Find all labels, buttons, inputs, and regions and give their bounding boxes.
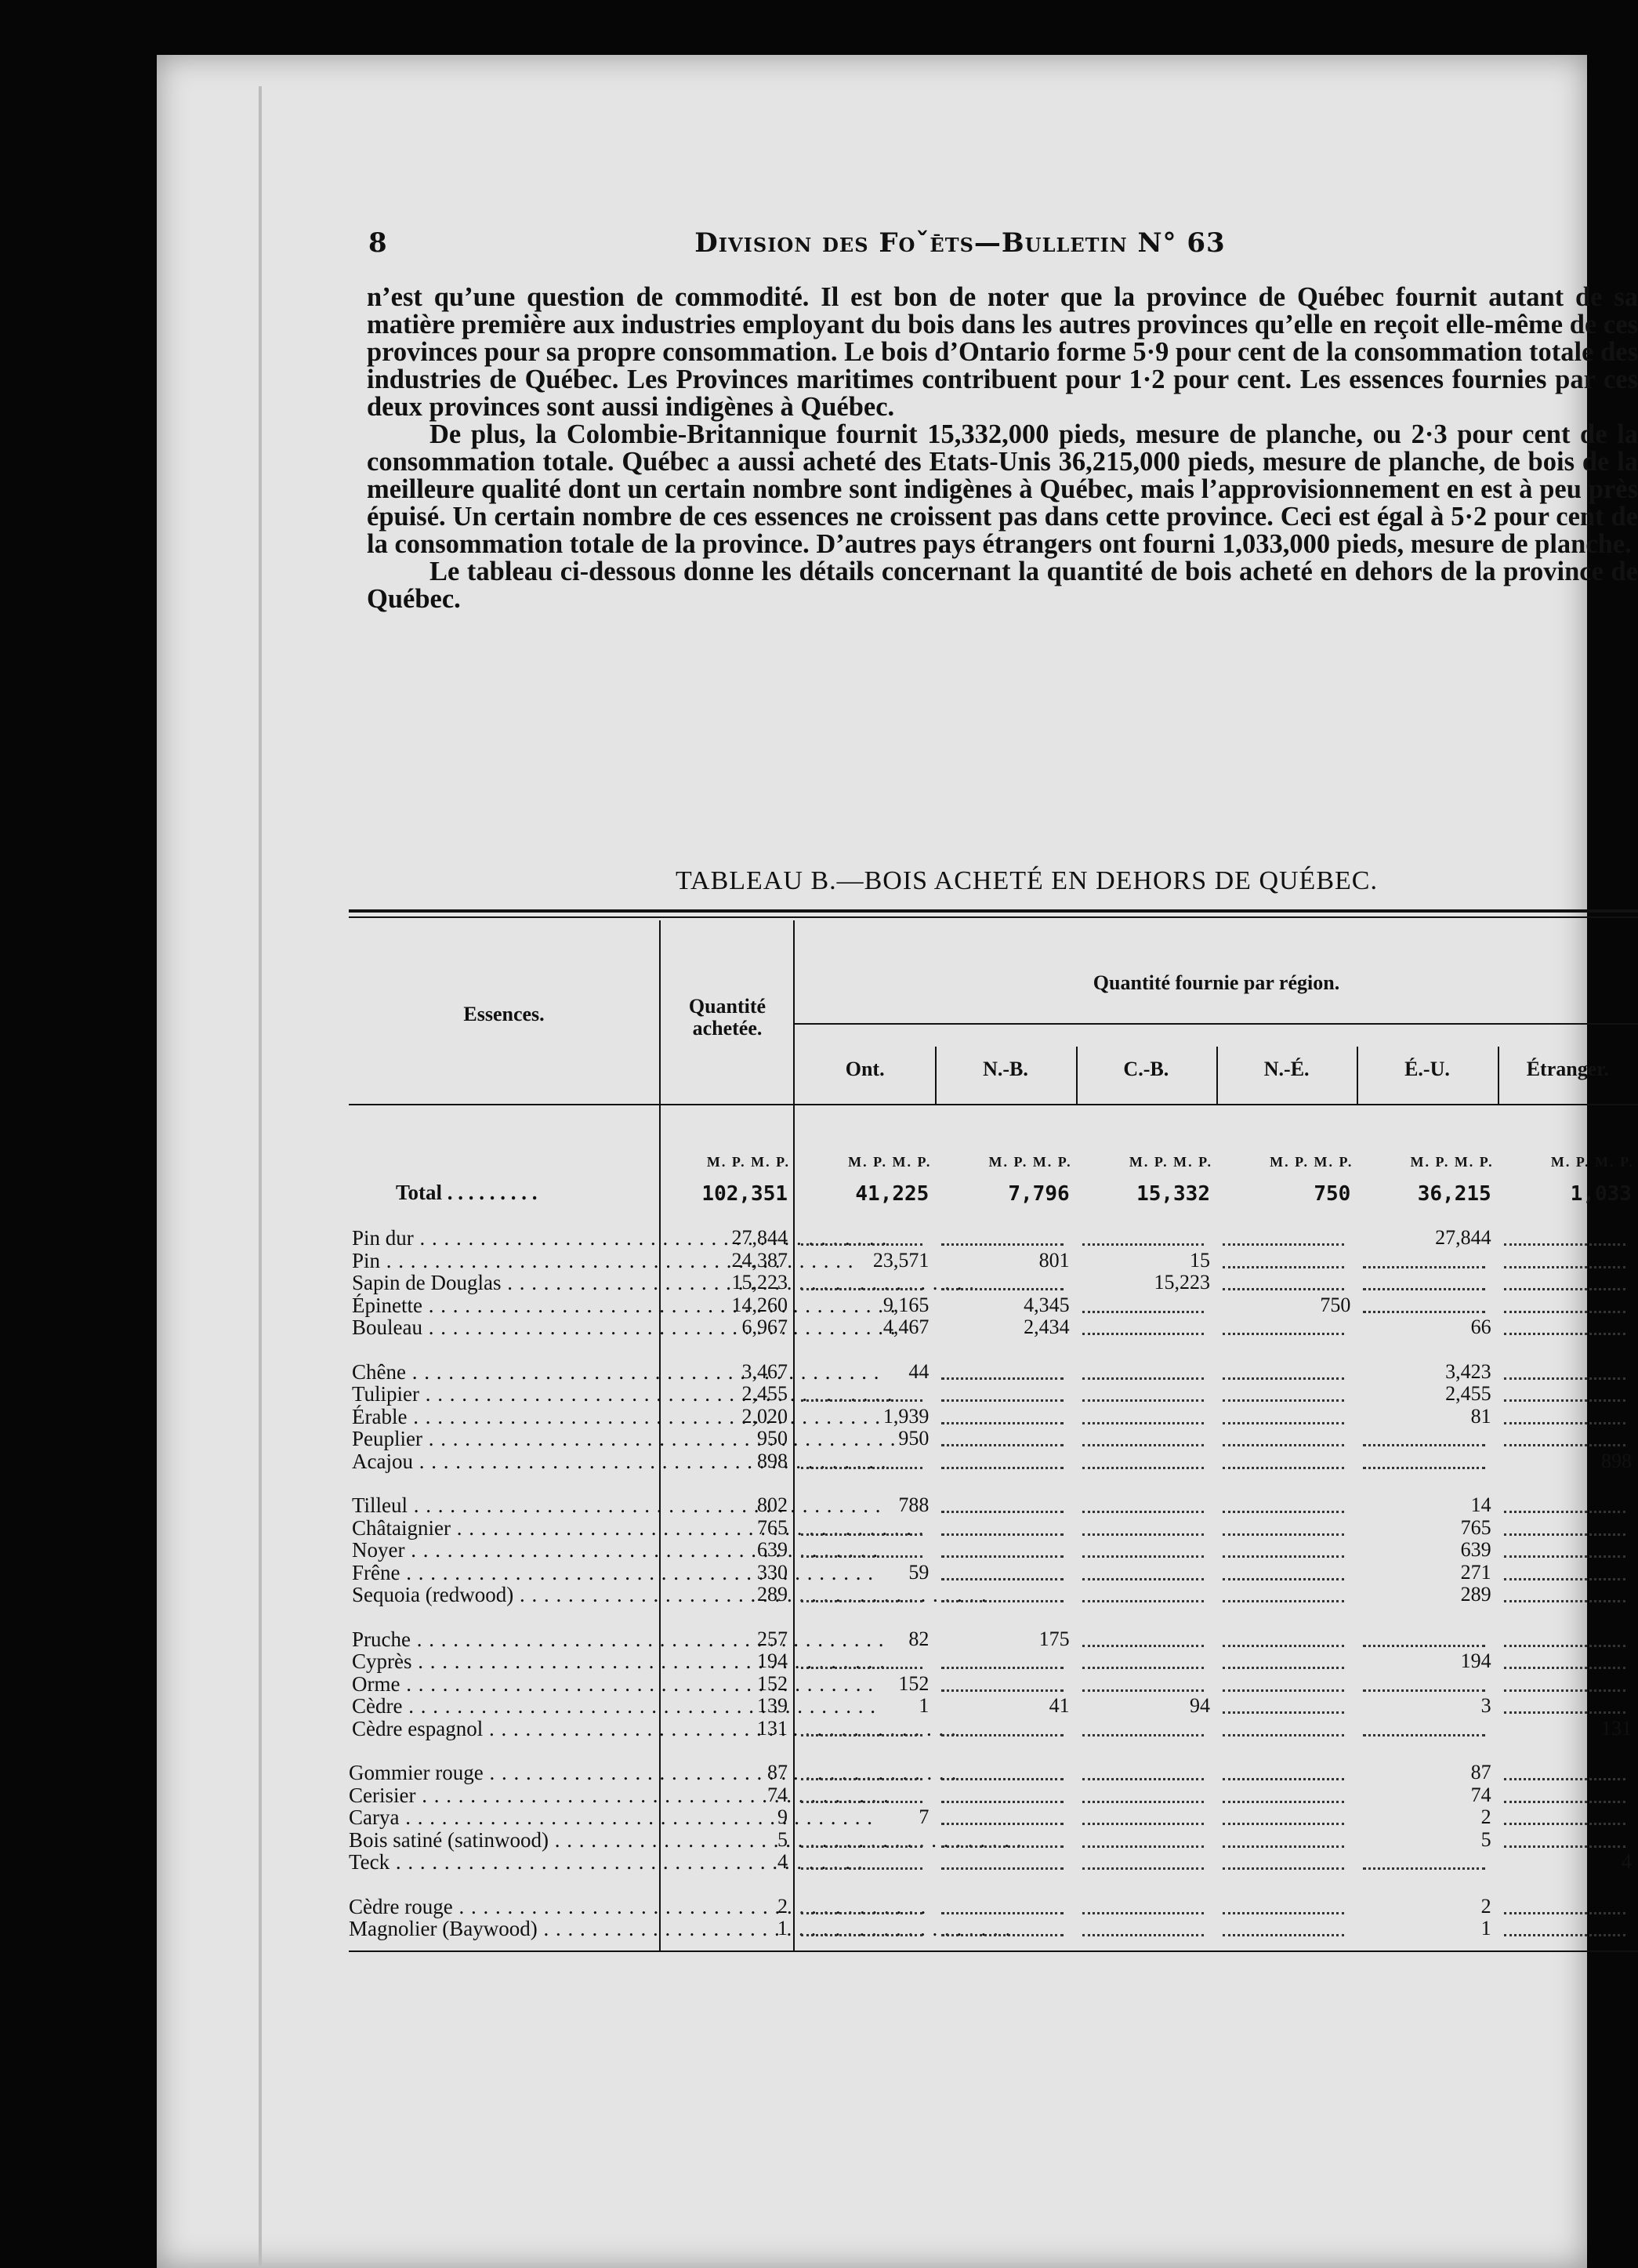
total-label: Total . . . . . . . . . [396, 1181, 538, 1204]
table-cell: 74 [1470, 1783, 1491, 1806]
table-cell: 14,260 [731, 1293, 788, 1316]
empty-cell-leader [1082, 1934, 1204, 1936]
paragraph-1: n’est qu’une question de commodité. Il est bon de noter que la province de Québec fournit autant de sa matière première aux industries employant du bois dans les autres provinces qu’elle en reçoit elle-même de ces provinces pour sa propre consommation. Le bois d’Ontario forme 5·9 pour cent de la consommation totale des industries de Québec. Les Provinces maritimes contribuent pour 1·2 pour cent. Les essences fournies par ces deux provinces sont aussi indigènes à Québec. [367, 282, 1638, 422]
empty-cell-leader [1082, 1533, 1204, 1536]
table-cell: 2 [1480, 1805, 1491, 1828]
empty-cell-leader [1223, 1934, 1344, 1936]
empty-cell-leader [1363, 1266, 1484, 1268]
empty-cell-leader [1223, 1711, 1344, 1714]
table-cell: 194 [757, 1649, 788, 1672]
empty-cell-leader [1082, 1422, 1204, 1424]
table-cell: 2,434 [1024, 1315, 1070, 1338]
col-header-essences: Essences. [463, 1003, 545, 1025]
empty-cell-leader [941, 1912, 1063, 1914]
table-cell: 289 [757, 1583, 788, 1606]
total-value: 7,796 [1008, 1182, 1070, 1206]
paragraph-2: De plus, la Colombie-Britannique fournit 15,332,000 pieds, mesure de planche, ou 2·3 pour cent de la consommation totale. Québec a aussi acheté des Etats-Unis 36,215,000 pieds, mesure de planche, de bois de la meilleure qualité dont un certain nombre sont indigènes à Québec, mais l’approvisionnement en est à peu près épuisé. Un certain nombre de ces essences ne croissent pas dans cette province. Ceci est égal à 5·2 pour cent de la consommation totale de la province. D’autres pays étrangers ont fourni 1,033,000 pieds, mesure de planche. [367, 419, 1638, 559]
table-cell: 950 [757, 1427, 788, 1450]
empty-cell-leader [1504, 1377, 1625, 1380]
table-cell: 1 [1480, 1917, 1491, 1940]
empty-cell-leader [801, 1845, 922, 1848]
row-label: Châtaignier . . . [352, 1516, 656, 1540]
empty-cell-leader [1223, 1333, 1344, 1335]
row-label: Bois satiné (satinwood) . . . [349, 1828, 653, 1853]
empty-cell-leader [1363, 1444, 1484, 1446]
empty-cell-leader [801, 1288, 922, 1290]
table-cell: 175 [1038, 1627, 1070, 1650]
empty-cell-leader [1223, 1377, 1344, 1380]
document-page [157, 55, 1638, 2268]
empty-cell-leader [941, 1511, 1063, 1513]
empty-cell-leader [1363, 1867, 1484, 1870]
row-label: Orme . . . [352, 1672, 656, 1696]
table-cell: 41 [1049, 1694, 1070, 1717]
empty-cell-leader [1504, 1600, 1625, 1602]
table-cell: 5 [777, 1827, 788, 1851]
empty-cell-leader [1223, 1288, 1344, 1290]
table-cell: 4 [777, 1850, 788, 1873]
empty-cell-leader [941, 1555, 1063, 1558]
table-cell: 23,571 [872, 1248, 930, 1272]
total-value: 102,351 [701, 1182, 788, 1206]
table-cell: 4,345 [1024, 1293, 1070, 1316]
table-cell: 139 [757, 1694, 788, 1717]
table-cell: 898 [757, 1449, 788, 1472]
running-title: Division des Foˇēts—Bulletin N° 63 [694, 227, 1226, 259]
table-cell: 4 [1621, 1850, 1632, 1873]
table-top-rule-thin [349, 916, 1638, 918]
empty-cell-leader [1504, 1934, 1625, 1936]
row-label: Chêne . . . [352, 1360, 656, 1384]
empty-cell-leader [1363, 1645, 1484, 1647]
row-label: Cèdre rouge . . . [349, 1895, 653, 1919]
table-cell: 271 [1460, 1560, 1491, 1584]
row-label: Épinette . . . [352, 1294, 656, 1318]
empty-cell-leader [1504, 1333, 1625, 1335]
empty-cell-leader [1223, 1823, 1344, 1825]
empty-cell-leader [1363, 1467, 1484, 1469]
row-label: Teck . . . [349, 1850, 653, 1874]
empty-cell-leader [1223, 1266, 1344, 1268]
row-label: Cerisier . . . [349, 1784, 653, 1808]
table-cell: 2,020 [741, 1404, 788, 1428]
table-cell: 15,223 [1154, 1271, 1210, 1294]
row-label: Pin . . . [352, 1249, 656, 1273]
empty-cell-leader [1504, 1399, 1625, 1402]
table-cell: 2 [777, 1894, 788, 1918]
row-label: Peuplier . . . [352, 1427, 656, 1451]
row-label: Cyprès . . . [352, 1649, 656, 1674]
empty-cell-leader [1082, 1823, 1204, 1825]
table-cell: 66 [1470, 1315, 1491, 1338]
unit-label: M. P. M. P. [1410, 1154, 1494, 1170]
empty-cell-leader [1223, 1778, 1344, 1780]
row-label: Cèdre espagnol . . . [352, 1717, 656, 1741]
region-divider-3 [1216, 1047, 1218, 1105]
table-cell: 639 [1460, 1538, 1491, 1561]
empty-cell-leader [1223, 1912, 1344, 1914]
empty-cell-leader [1504, 1823, 1625, 1825]
page-fold-line [259, 86, 262, 2266]
empty-cell-leader [941, 1578, 1063, 1580]
empty-cell-leader [1223, 1243, 1344, 1246]
empty-cell-leader [1223, 1422, 1344, 1424]
row-label: Érable . . . [352, 1405, 656, 1429]
empty-cell-leader [1082, 1555, 1204, 1558]
empty-cell-leader [1082, 1801, 1204, 1803]
empty-cell-leader [1504, 1578, 1625, 1580]
row-label: Sequoia (redwood) . . . [352, 1583, 656, 1607]
empty-cell-leader [941, 1444, 1063, 1446]
empty-cell-leader [1082, 1778, 1204, 1780]
empty-cell-leader [801, 1399, 922, 1402]
total-value: 750 [1314, 1182, 1351, 1206]
empty-cell-leader [1223, 1845, 1344, 1848]
total-value: 1,033 [1570, 1182, 1632, 1206]
region-header-4: É.-U. [1404, 1058, 1450, 1080]
empty-cell-leader [1082, 1444, 1204, 1446]
empty-cell-leader [1082, 1600, 1204, 1602]
table-cell: 27,844 [1435, 1226, 1491, 1249]
table-cell: 15 [1189, 1248, 1210, 1272]
region-header-2: C.-B. [1123, 1058, 1169, 1080]
region-divider-1 [935, 1047, 937, 1105]
empty-cell-leader [941, 1288, 1063, 1290]
unit-label: M. P. M. P. [988, 1154, 1072, 1170]
table-cell: 24,387 [731, 1248, 788, 1272]
row-label: Noyer . . . [352, 1538, 656, 1562]
table-cell: 94 [1189, 1694, 1210, 1717]
table-cell: 131 [1600, 1716, 1632, 1740]
row-label: Gommier rouge . . . [349, 1761, 653, 1785]
unit-label: M. P. M. P. [1550, 1154, 1634, 1170]
total-value: 36,215 [1417, 1182, 1491, 1206]
table-cell: 82 [908, 1627, 930, 1650]
empty-cell-leader [941, 1934, 1063, 1936]
table-cell: 639 [757, 1538, 788, 1561]
empty-cell-leader [1504, 1778, 1625, 1780]
page-number: 8 [368, 227, 387, 259]
empty-cell-leader [1082, 1734, 1204, 1736]
table-cell: 5 [1480, 1827, 1491, 1851]
table-cell: 2,455 [1445, 1382, 1491, 1405]
region-group-rule [795, 1023, 1638, 1025]
empty-cell-leader [1082, 1467, 1204, 1469]
region-header-5: Étranger. [1526, 1058, 1609, 1080]
empty-cell-leader [801, 1667, 922, 1669]
empty-cell-leader [1223, 1467, 1344, 1469]
table-cell: 87 [1470, 1761, 1491, 1784]
table-cell: 87 [767, 1761, 788, 1784]
table-cell: 14 [1470, 1493, 1491, 1516]
table-cell: 801 [1038, 1248, 1070, 1272]
empty-cell-leader [801, 1934, 922, 1936]
row-label: Pin dur . . . [352, 1226, 656, 1250]
row-label: Cèdre . . . [352, 1694, 656, 1718]
empty-cell-leader [1504, 1801, 1625, 1803]
empty-cell-leader [941, 1778, 1063, 1780]
table-cell: 15,223 [731, 1271, 788, 1294]
table-cell: 788 [898, 1493, 930, 1516]
table-cell: 2,455 [741, 1382, 788, 1405]
empty-cell-leader [801, 1555, 922, 1558]
empty-cell-leader [1504, 1243, 1625, 1246]
empty-cell-leader [941, 1867, 1063, 1870]
empty-cell-leader [1504, 1667, 1625, 1669]
empty-cell-leader [801, 1912, 922, 1914]
table-cell: 289 [1460, 1583, 1491, 1606]
empty-cell-leader [1082, 1645, 1204, 1647]
empty-cell-leader [941, 1823, 1063, 1825]
body-text [367, 284, 1638, 613]
empty-cell-leader [1223, 1444, 1344, 1446]
empty-cell-leader [1363, 1311, 1484, 1313]
total-value: 15,332 [1136, 1182, 1210, 1206]
empty-cell-leader [1363, 1288, 1484, 1290]
empty-cell-leader [1223, 1801, 1344, 1803]
table-cell: 257 [757, 1627, 788, 1650]
region-header-1: N.-B. [983, 1058, 1028, 1080]
empty-cell-leader [1082, 1511, 1204, 1513]
empty-cell-leader [1504, 1711, 1625, 1714]
unit-label: M. P. M. P. [1129, 1154, 1212, 1170]
table-cell: 152 [898, 1671, 930, 1695]
empty-cell-leader [1223, 1533, 1344, 1536]
table-cell: 81 [1470, 1404, 1491, 1428]
row-label: Tulipier . . . [352, 1382, 656, 1406]
col-header-region-group: Quantité fournie par région. [1093, 971, 1340, 994]
unit-label: M. P. M. P. [848, 1154, 932, 1170]
empty-cell-leader [801, 1778, 922, 1780]
empty-cell-leader [801, 1734, 922, 1736]
region-header-3: N.-É. [1263, 1058, 1310, 1080]
data-table [349, 909, 1638, 1952]
empty-cell-leader [1082, 1399, 1204, 1402]
empty-cell-leader [801, 1867, 922, 1870]
empty-cell-leader [941, 1600, 1063, 1602]
empty-cell-leader [1223, 1600, 1344, 1602]
col-header-quantite: Quantité achetée. [688, 995, 766, 1040]
empty-cell-leader [1504, 1444, 1625, 1446]
row-label: Sapin de Douglas . . . [352, 1271, 656, 1295]
empty-cell-leader [1082, 1667, 1204, 1669]
empty-cell-leader [1504, 1689, 1625, 1692]
table-cell: 765 [1460, 1515, 1491, 1539]
empty-cell-leader [1504, 1912, 1625, 1914]
empty-cell-leader [801, 1243, 922, 1246]
table-cell: 1,939 [882, 1404, 930, 1428]
table-cell: 3,423 [1445, 1359, 1491, 1383]
empty-cell-leader [1504, 1645, 1625, 1647]
row-label: Bouleau . . . [352, 1315, 656, 1340]
region-divider-4 [1357, 1047, 1358, 1105]
row-label: Acajou . . . [352, 1450, 656, 1474]
table-cell: 898 [1600, 1449, 1632, 1472]
table-cell: 7 [919, 1805, 930, 1828]
table-cell: 9 [777, 1805, 788, 1828]
table-cell: 330 [757, 1560, 788, 1584]
row-label: Frêne . . . [352, 1561, 656, 1585]
empty-cell-leader [1504, 1533, 1625, 1536]
empty-cell-leader [1082, 1867, 1204, 1870]
empty-cell-leader [941, 1243, 1063, 1246]
row-label: Pruche . . . [352, 1628, 656, 1652]
table-cell: 1 [919, 1694, 930, 1717]
empty-cell-leader [1363, 1689, 1484, 1692]
table-cell: 802 [757, 1493, 788, 1516]
empty-cell-leader [1223, 1667, 1344, 1669]
empty-cell-leader [941, 1377, 1063, 1380]
empty-cell-leader [1082, 1377, 1204, 1380]
table-cell: 152 [757, 1671, 788, 1695]
empty-cell-leader [801, 1600, 922, 1602]
table-cell: 194 [1460, 1649, 1491, 1672]
empty-cell-leader [941, 1845, 1063, 1848]
table-cell: 44 [908, 1359, 930, 1383]
empty-cell-leader [1504, 1555, 1625, 1558]
empty-cell-leader [941, 1689, 1063, 1692]
empty-cell-leader [1082, 1333, 1204, 1335]
table-cell: 74 [767, 1783, 788, 1806]
empty-cell-leader [1082, 1578, 1204, 1580]
table-cell: 765 [757, 1515, 788, 1539]
table-cell: 9,165 [882, 1293, 930, 1316]
table-top-rule [349, 909, 1638, 913]
region-divider-2 [1076, 1047, 1078, 1105]
table-cell: 27,844 [731, 1226, 788, 1249]
empty-cell-leader [1223, 1689, 1344, 1692]
empty-cell-leader [1504, 1845, 1625, 1848]
header-bottom-rule [349, 1104, 1638, 1105]
table-cell: 3 [1480, 1694, 1491, 1717]
row-label: Magnolier (Baywood) . . . [349, 1917, 653, 1941]
table-cell: 2 [1480, 1894, 1491, 1918]
empty-cell-leader [941, 1734, 1063, 1736]
table-cell: 4,467 [882, 1315, 930, 1338]
empty-cell-leader [1223, 1399, 1344, 1402]
empty-cell-leader [1504, 1511, 1625, 1513]
region-header-0: Ont. [845, 1058, 885, 1080]
unit-label: M. P. M. P. [706, 1154, 790, 1170]
row-label: Carya . . . [349, 1805, 653, 1830]
empty-cell-leader [941, 1399, 1063, 1402]
table-caption: TABLEAU B.—BOIS ACHETÉ EN DEHORS DE QUÉBEC. [676, 866, 1378, 895]
empty-cell-leader [1504, 1311, 1625, 1313]
empty-cell-leader [941, 1667, 1063, 1669]
empty-cell-leader [941, 1422, 1063, 1424]
table-cell: 131 [757, 1716, 788, 1740]
empty-cell-leader [1082, 1912, 1204, 1914]
table-bottom-rule [349, 1950, 1638, 1952]
empty-cell-leader [1504, 1288, 1625, 1290]
unit-label: M. P. M. P. [1270, 1154, 1354, 1170]
empty-cell-leader [1082, 1845, 1204, 1848]
table-cell: 1 [777, 1917, 788, 1940]
table-cell: 750 [1320, 1293, 1351, 1316]
empty-cell-leader [801, 1533, 922, 1536]
table-cell: 6,967 [741, 1315, 788, 1338]
empty-cell-leader [941, 1801, 1063, 1803]
empty-cell-leader [1223, 1645, 1344, 1647]
page-header [368, 227, 1552, 274]
empty-cell-leader [1082, 1689, 1204, 1692]
empty-cell-leader [1223, 1867, 1344, 1870]
empty-cell-leader [1082, 1311, 1204, 1313]
empty-cell-leader [801, 1801, 922, 1803]
empty-cell-leader [1504, 1266, 1625, 1268]
empty-cell-leader [1504, 1422, 1625, 1424]
region-divider-5 [1498, 1047, 1499, 1105]
empty-cell-leader [1082, 1243, 1204, 1246]
empty-cell-leader [1223, 1555, 1344, 1558]
empty-cell-leader [941, 1467, 1063, 1469]
table-cell: 59 [908, 1560, 930, 1584]
empty-cell-leader [801, 1467, 922, 1469]
paragraph-3: Le tableau ci-dessous donne les détails concernant la quantité de bois acheté en dehors de la province de Québec. [367, 557, 1638, 614]
empty-cell-leader [1223, 1734, 1344, 1736]
empty-cell-leader [1363, 1734, 1484, 1736]
row-label: Tilleul . . . [352, 1493, 656, 1518]
total-value: 41,225 [855, 1182, 930, 1206]
empty-cell-leader [1223, 1511, 1344, 1513]
empty-cell-leader [1223, 1578, 1344, 1580]
table-cell: 3,467 [741, 1359, 788, 1383]
table-cell: 950 [898, 1427, 930, 1450]
empty-cell-leader [941, 1533, 1063, 1536]
